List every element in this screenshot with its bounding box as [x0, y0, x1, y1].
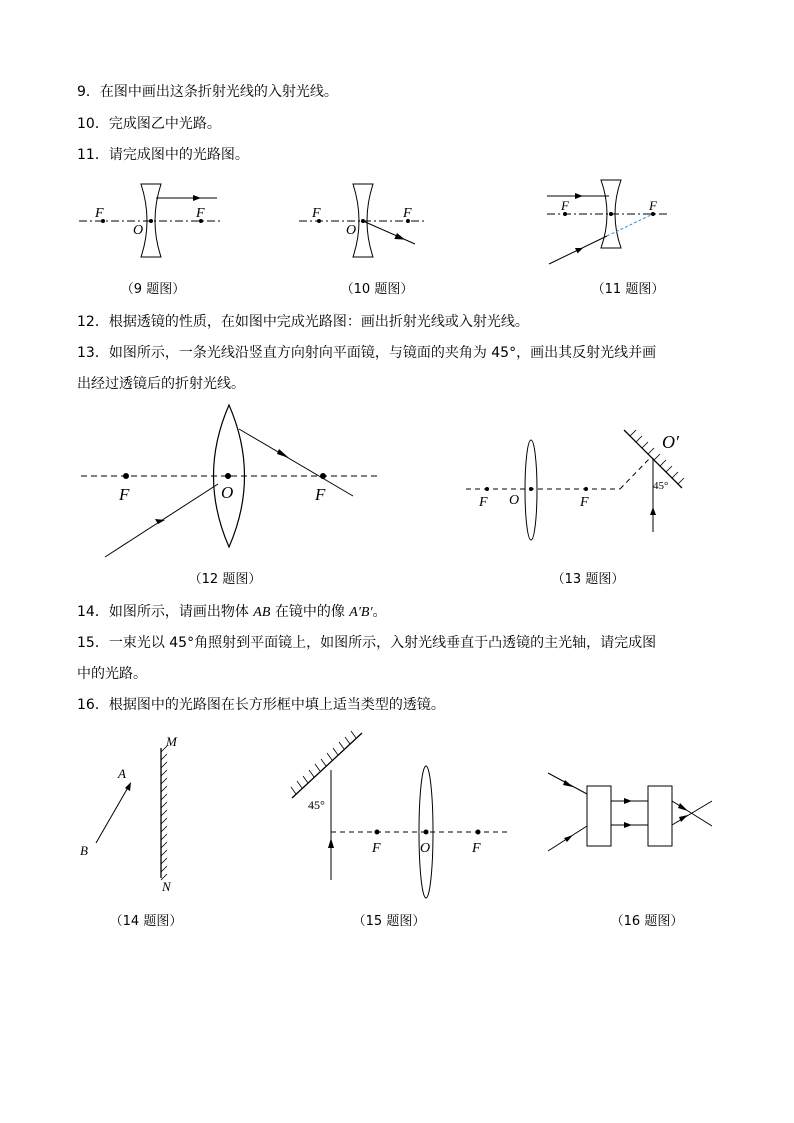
center-label: O [509, 493, 520, 508]
question-13-line2: 出经过透镜后的折射光线。 [77, 376, 245, 392]
focus-label-right: F [315, 485, 326, 504]
optical-center [529, 487, 533, 491]
ray-arrow [650, 507, 656, 515]
ray-arrow [564, 835, 573, 842]
question-15-line1: 15．一束光以 45°角照射到平面镜上，如图所示，入射光线垂直于凸透镜的主光轴，请完成图 [77, 635, 657, 651]
refracted-ray [363, 221, 415, 244]
question-13-line1: 13．如图所示，一条光线沿竖直方向射向平面镜，与镜面的夹角为 45°，画出其反射光线并画 [77, 345, 657, 361]
figure-9 [75, 180, 225, 260]
caption-fig16: （16 题图） [610, 914, 684, 929]
optical-center [149, 219, 153, 223]
focus-label-right: F [196, 206, 205, 221]
caption-fig14: （14 题图） [109, 914, 183, 929]
figure-16 [540, 768, 720, 858]
optical-center [609, 212, 613, 216]
object-arrow [125, 782, 131, 791]
focus-label-right: F [472, 841, 481, 856]
mirror-top-label: M [166, 734, 177, 749]
ray-arrow [394, 233, 405, 240]
focus-label-left: F [372, 841, 381, 856]
optical-center [225, 473, 231, 479]
question-14 [77, 602, 387, 623]
optical-center [361, 219, 365, 223]
ray-arrow [328, 838, 334, 848]
point-b-label: B [80, 843, 88, 858]
question-15-line2: 中的光路。 [77, 666, 147, 682]
focus-point-right [320, 473, 326, 479]
caption-fig10: （10 题图） [340, 282, 414, 297]
lens-box-right [648, 786, 672, 846]
mirror-bottom-label: N [162, 879, 171, 894]
ray-arrow [678, 803, 688, 811]
focus-label-left: F [95, 206, 104, 221]
question-16: 16．根据图中的光路图在长方形框中填上适当类型的透镜。 [77, 697, 445, 713]
optical-center [424, 830, 429, 835]
question-9: 9．在图中画出这条折射光线的入射光线。 [77, 84, 338, 100]
question-10: 10．完成图乙中光路。 [77, 116, 221, 132]
question-12: 12．根据透镜的性质，在如图中完成光路图：画出折射光线或入射光线。 [77, 314, 529, 330]
ray-arrow [277, 449, 289, 458]
focus-label-right: F [580, 495, 589, 510]
mirror-hatching [161, 746, 167, 880]
angle-label: 45° [308, 798, 325, 812]
caption-fig13: （13 题图） [551, 572, 625, 587]
figure-15 [288, 728, 518, 903]
focus-point-left [485, 487, 489, 491]
caption-fig15: （15 题图） [352, 914, 426, 929]
figure-12 [75, 402, 385, 562]
ray-arrow [563, 780, 573, 787]
extension-line [607, 214, 653, 236]
figure-10 [295, 180, 430, 260]
caption-fig9: （9 题图） [120, 282, 186, 297]
mirror-hatching [291, 731, 356, 794]
focus-point-left [123, 473, 129, 479]
focus-label-left: F [479, 495, 488, 510]
ray-arrow [193, 195, 201, 201]
point-a-label: A [118, 766, 126, 781]
focus-label-left: F [312, 206, 321, 221]
q14-text: 。 [372, 604, 387, 620]
center-label: O [221, 483, 234, 502]
focus-label-left: F [119, 485, 130, 504]
caption-fig12: （12 题图） [188, 572, 262, 587]
caption-fig11: （11 题图） [591, 282, 665, 297]
figure-11 [545, 178, 675, 268]
lens-box-left [587, 786, 611, 846]
ray-arrow [679, 815, 688, 822]
plane-mirror [292, 733, 362, 798]
figure-14 [75, 733, 195, 898]
ray-arrow [624, 798, 632, 804]
focus-point-right [584, 487, 588, 491]
center-label: O [133, 223, 144, 238]
center-label: O [346, 223, 357, 238]
focus-point-right [476, 830, 481, 835]
ray-arrow [624, 822, 632, 828]
angle-label: 45° [653, 480, 669, 492]
ray-arrow [575, 193, 583, 199]
q14-image: A′B′ [349, 605, 373, 620]
q14-text: 14．如图所示，请画出物体 [77, 604, 254, 620]
mirror-point-label: O′ [662, 432, 679, 452]
dashed-path [620, 458, 650, 489]
refracted-ray [239, 429, 353, 496]
object-ab [96, 784, 130, 843]
question-11: 11．请完成图中的光路图。 [77, 147, 249, 163]
center-label: O [420, 841, 431, 856]
focus-label-left: F [561, 198, 569, 213]
q14-object: AB [253, 605, 271, 620]
q14-text: 在镜中的像 [270, 604, 350, 620]
focus-label-right: F [403, 206, 412, 221]
focus-label-right: F [649, 198, 657, 213]
figure-13 [460, 422, 700, 542]
focus-point-left [375, 830, 380, 835]
